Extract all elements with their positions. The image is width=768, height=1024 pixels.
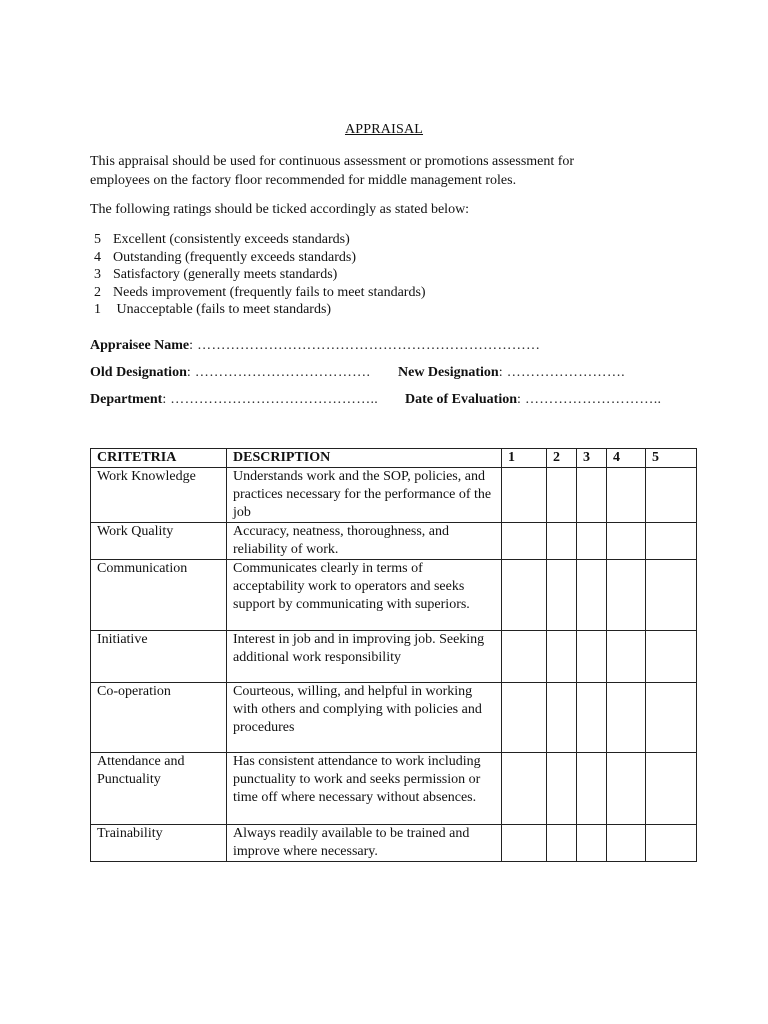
- table-row: [91, 825, 697, 862]
- rating-cell-4[interactable]: [607, 523, 646, 560]
- header-description: DESCRIPTION: [227, 449, 502, 468]
- rating-scale-item: [94, 301, 426, 319]
- header-rating-3: 3: [577, 449, 607, 468]
- rating-cell-1[interactable]: [502, 753, 547, 825]
- header-rating-2: 2: [547, 449, 577, 468]
- criteria-cell: Co-operation: [91, 683, 227, 753]
- rating-description: Unacceptable (fails to meet standards): [113, 302, 332, 317]
- rating-cell-5[interactable]: [646, 825, 697, 862]
- rating-cell-1[interactable]: [502, 683, 547, 753]
- old-designation-label: Old Designation: [90, 365, 187, 380]
- rating-cell-4[interactable]: [607, 560, 646, 631]
- table-header-row: [91, 449, 697, 468]
- rating-cell-5[interactable]: [646, 683, 697, 753]
- rating-cell-2[interactable]: [547, 631, 577, 683]
- rating-scale-list: [94, 231, 426, 319]
- rating-cell-4[interactable]: [607, 753, 646, 825]
- header-rating-4: 4: [607, 449, 646, 468]
- rating-cell-1[interactable]: [502, 560, 547, 631]
- document-title: APPRAISAL: [344, 122, 424, 137]
- old-designation-field[interactable]: [90, 365, 370, 380]
- criteria-cell: Work Quality: [91, 523, 227, 560]
- rating-cell-2[interactable]: [547, 468, 577, 523]
- rating-cell-4[interactable]: [607, 468, 646, 523]
- appraisee-name-label: Appraisee Name: [90, 338, 190, 353]
- rating-cell-3[interactable]: [577, 753, 607, 825]
- appraisal-criteria-table: [90, 448, 697, 862]
- rating-cell-5[interactable]: [646, 523, 697, 560]
- old-designation-blank[interactable]: : ……………………………….: [186, 365, 371, 380]
- rating-cell-2[interactable]: [547, 560, 577, 631]
- rating-number: 4: [94, 249, 101, 265]
- criteria-cell: Attendance and Punctuality: [91, 753, 227, 825]
- date-of-evaluation-field[interactable]: [405, 392, 661, 408]
- description-cell: Interest in job and in improving job. Seeking additional work responsibility: [227, 631, 502, 683]
- intro-paragraph: [90, 152, 650, 190]
- rating-cell-3[interactable]: [577, 825, 607, 862]
- rating-number: 1: [94, 302, 101, 317]
- rating-cell-1[interactable]: [502, 468, 547, 523]
- ratings-intro: The following ratings should be ticked accordingly as stated below:: [90, 202, 470, 217]
- description-cell: Always readily available to be trained and improve where necessary.: [227, 825, 502, 862]
- rating-cell-5[interactable]: [646, 631, 697, 683]
- intro-line-1: This appraisal should be used for continuous assessment or promotions assessment for: [90, 154, 575, 169]
- rating-description: Outstanding (frequently exceeds standards): [113, 249, 356, 265]
- header-rating-1: 1: [502, 449, 547, 468]
- header-rating-5: 5: [646, 449, 697, 468]
- department-date-row: [90, 392, 662, 408]
- new-designation-blank[interactable]: : …………………….: [498, 365, 625, 380]
- rating-number: 2: [94, 284, 101, 300]
- header-criteria: CRITETRIA: [91, 449, 227, 468]
- rating-number: 3: [94, 267, 101, 282]
- rating-cell-3[interactable]: [577, 523, 607, 560]
- rating-cell-1[interactable]: [502, 523, 547, 560]
- criteria-cell: Work Knowledge: [91, 468, 227, 523]
- rating-description: Satisfactory (generally meets standards): [113, 267, 338, 282]
- rating-description: Needs improvement (frequently fails to meet standards): [113, 284, 426, 300]
- rating-cell-4[interactable]: [607, 683, 646, 753]
- table-row: [91, 753, 697, 825]
- date-of-evaluation-label: Date of Evaluation: [405, 392, 517, 407]
- new-designation-label: New Designation: [398, 365, 499, 380]
- rating-scale-item: [94, 231, 426, 249]
- rating-cell-4[interactable]: [607, 825, 646, 862]
- rating-cell-2[interactable]: [547, 683, 577, 753]
- description-cell: Communicates clearly in terms of acceptability work to operators and seeks support by communicating with superiors.: [227, 560, 502, 631]
- table-row: [91, 468, 697, 523]
- rating-cell-4[interactable]: [607, 631, 646, 683]
- rating-scale-item: [94, 284, 426, 302]
- table-row: [91, 523, 697, 560]
- description-cell: Accuracy, neatness, thoroughness, and reliability of work.: [227, 523, 502, 560]
- new-designation-field[interactable]: [398, 365, 625, 381]
- rating-description: Excellent (consistently exceeds standards): [113, 232, 350, 247]
- rating-cell-2[interactable]: [547, 523, 577, 560]
- date-of-evaluation-blank[interactable]: : ………………………..: [517, 392, 662, 407]
- rating-scale-item: [94, 266, 426, 284]
- description-cell: Has consistent attendance to work including punctuality to work and seeks permission or time off where necessary without absences.: [227, 753, 502, 825]
- criteria-cell: Initiative: [91, 631, 227, 683]
- rating-cell-2[interactable]: [547, 753, 577, 825]
- rating-number: 5: [94, 232, 101, 247]
- rating-cell-1[interactable]: [502, 825, 547, 862]
- description-cell: Courteous, willing, and helpful in working with others and complying with policies and procedures: [227, 683, 502, 753]
- table-row: [91, 683, 697, 753]
- rating-scale-item: [94, 249, 426, 267]
- rating-cell-3[interactable]: [577, 468, 607, 523]
- rating-cell-2[interactable]: [547, 825, 577, 862]
- rating-cell-3[interactable]: [577, 631, 607, 683]
- rating-cell-1[interactable]: [502, 631, 547, 683]
- rating-cell-5[interactable]: [646, 560, 697, 631]
- appraisee-name-field[interactable]: [90, 338, 540, 354]
- department-label: Department: [90, 392, 163, 407]
- table-row: [91, 631, 697, 683]
- rating-cell-5[interactable]: [646, 753, 697, 825]
- criteria-cell: Trainability: [91, 825, 227, 862]
- intro-line-2: employees on the factory floor recommended for middle management roles.: [90, 173, 517, 188]
- rating-cell-3[interactable]: [577, 683, 607, 753]
- rating-cell-5[interactable]: [646, 468, 697, 523]
- rating-cell-3[interactable]: [577, 560, 607, 631]
- appraisee-name-blank[interactable]: : ………………………………………………………………: [189, 338, 541, 353]
- criteria-cell: Communication: [91, 560, 227, 631]
- designation-fields-row: [90, 365, 625, 381]
- department-field[interactable]: [90, 392, 378, 407]
- description-cell: Understands work and the SOP, policies, and practices necessary for the performance of the job: [227, 468, 502, 523]
- table-row: [91, 560, 697, 631]
- department-blank[interactable]: : ……………………………………..: [162, 392, 379, 407]
